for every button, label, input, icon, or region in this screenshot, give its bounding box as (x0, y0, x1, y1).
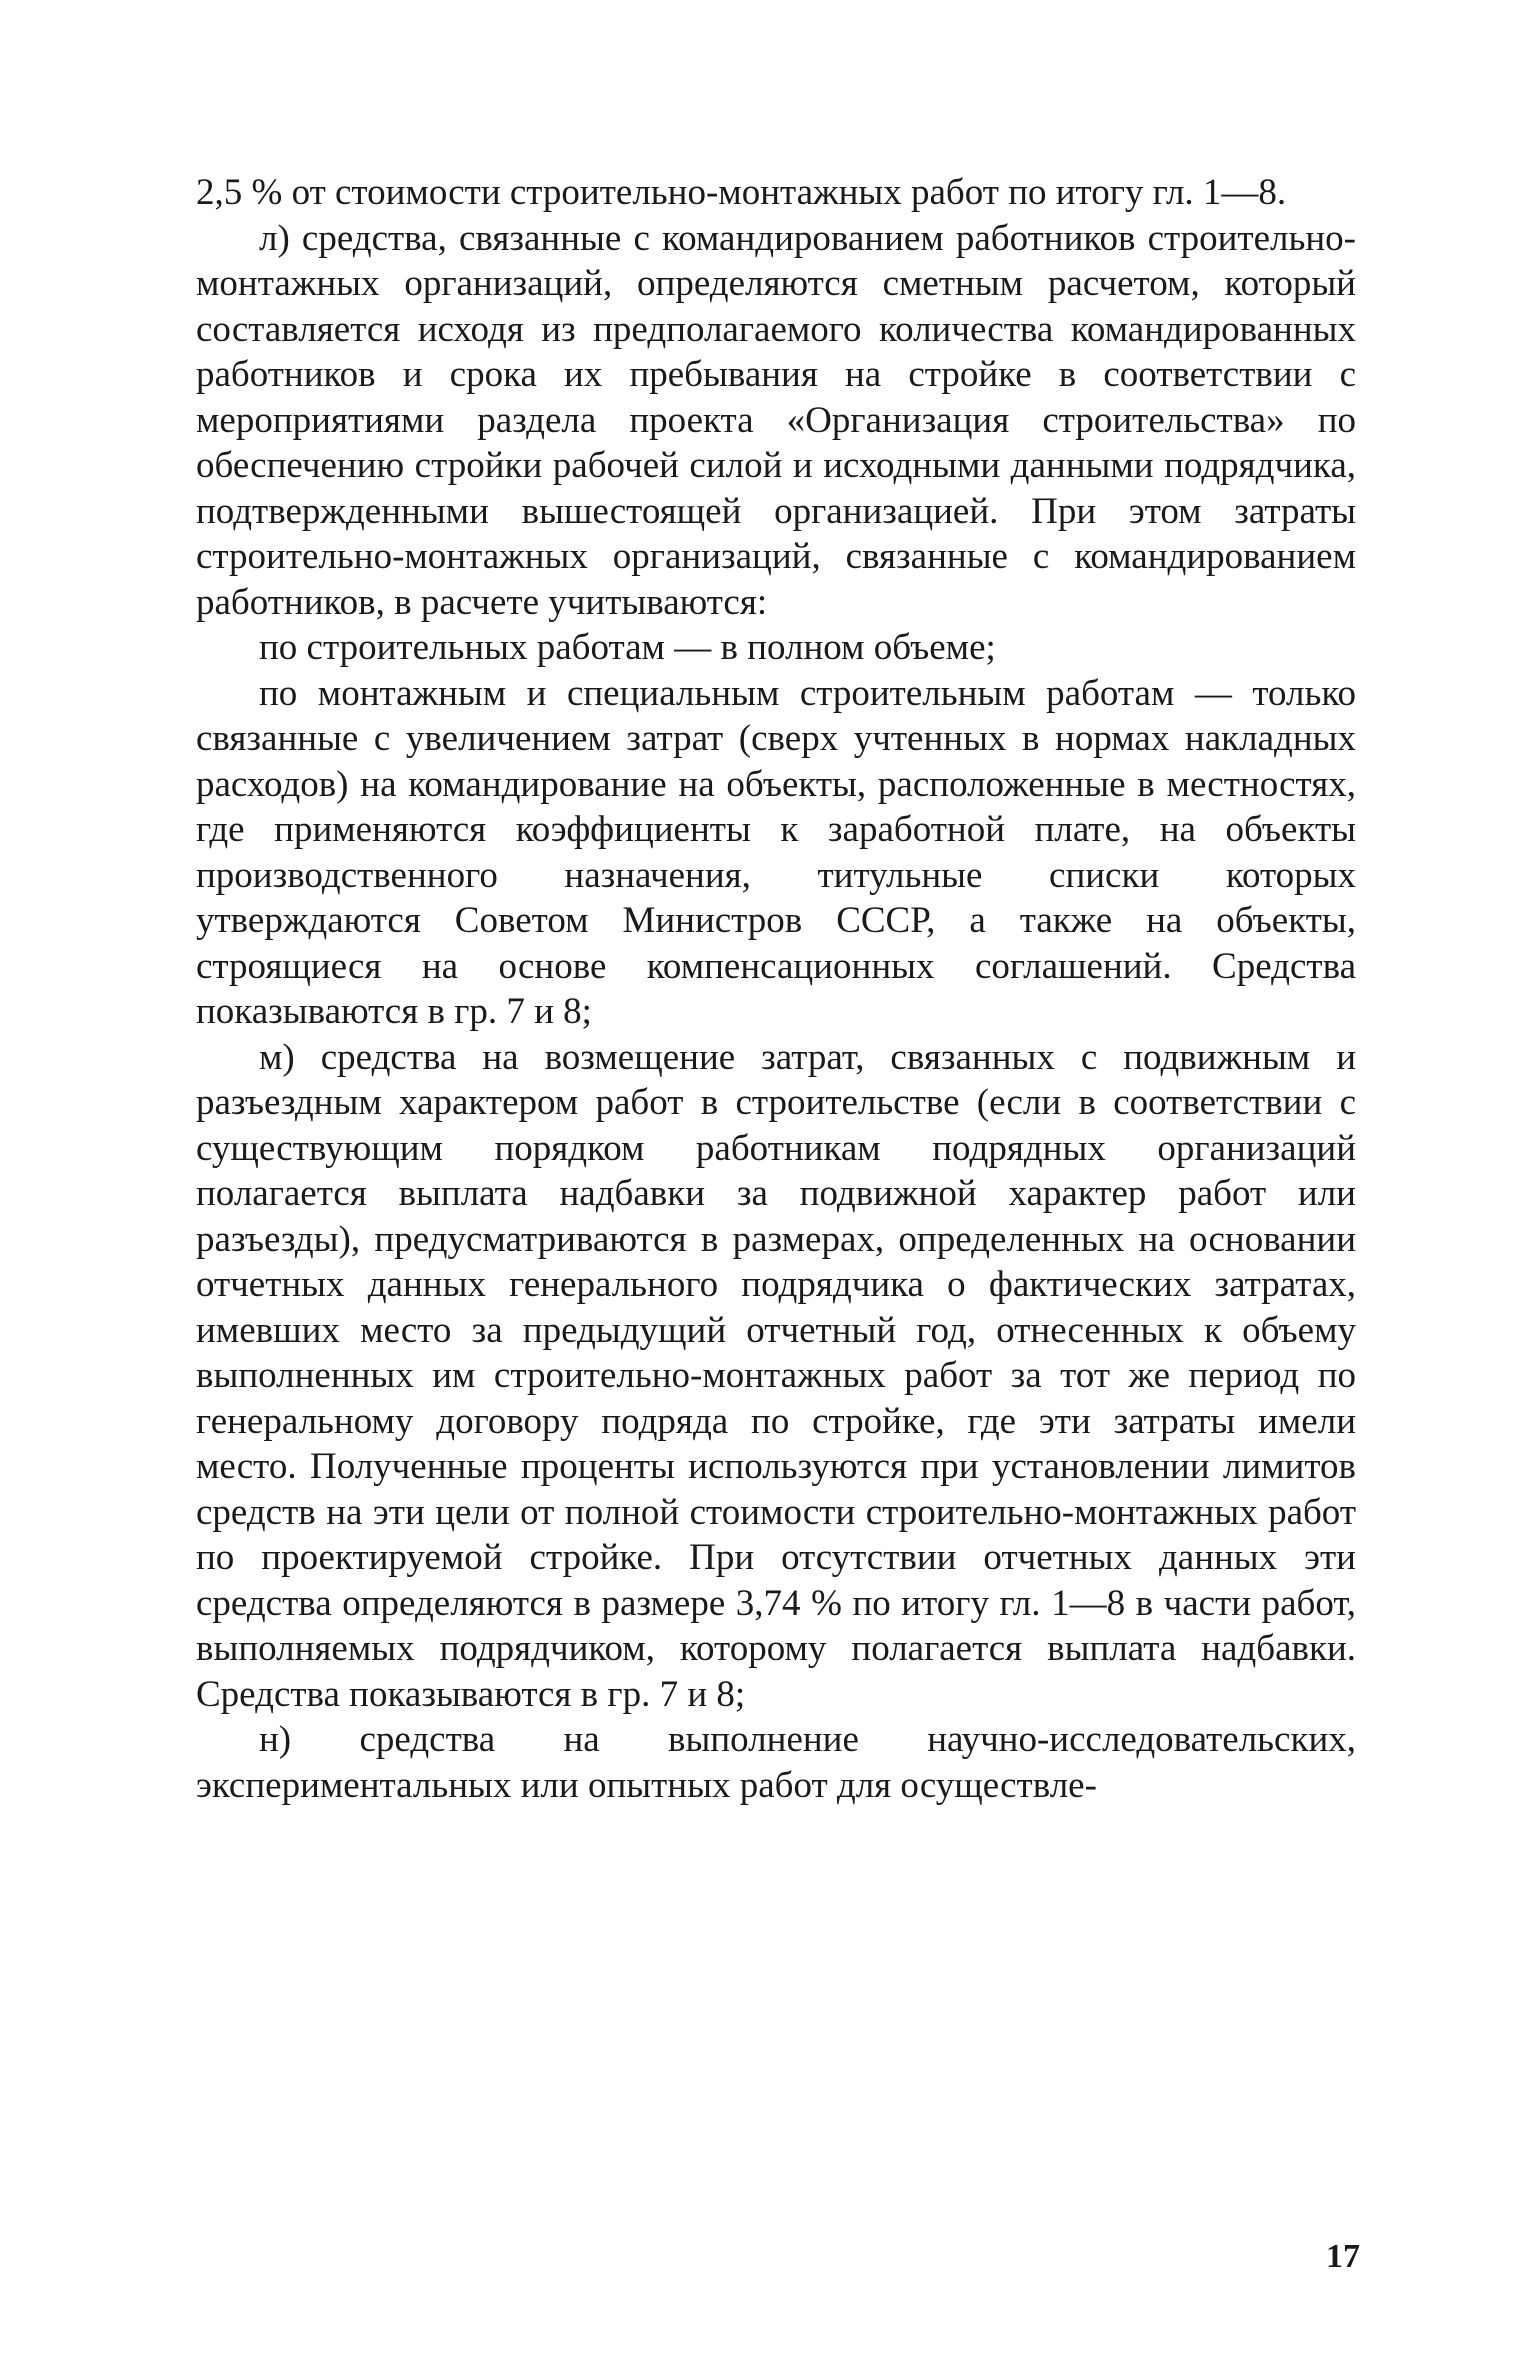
paragraph-item-m: м) средства на возмещение затрат, связанных с подвижным и разъездным характером работ в строительстве (если в соответствии с существующим порядком работникам подрядных организаций полагается выплата надбавки за подвижной характер работ или разъезды), предусматриваются в размерах, определенных на основании отчетных данных генерального подрядчика о фактических затратах, имевших место за предыдущий отчетный год, отнесенных к объему выполненных им строительно-монтажных работ за тот же период по генеральному договору подряда по стройке, где эти затраты имели место. Полученные проценты используются при установлении лимитов средств на эти цели от полной стоимости строительно-монтажных работ по проектируемой стройке. При отсутствии отчетных данных эти средства определяются в размере 3,74 % по итогу гл. 1—8 в части работ, выполняемых подрядчиком, которому полагается выплата надбавки. Средства показываются в гр. 7 и 8; (196, 1036, 1356, 1715)
paragraph-installation-works: по монтажным и специальным строительным работам — только связанные с увеличением затрат (сверх учтенных в нормах накладных расходов) на командирование на объекты, расположенные в местностях, где применяются коэффициенты к заработной плате, на объекты производственного назначения, титульные списки которых утверждаются Советом Министров СССР, а также на объекты, строящиеся на основе компенсационных соглашений. Средства показываются в гр. 7 и 8; (196, 672, 1356, 1032)
paragraph-item-l: л) средства, связанные с командированием работников строительно-монтажных организаций, определяются сметным расчетом, который составляется исходя из предполагаемого количества командированных работников и срока их пребывания на стройке в соответствии с мероприятиями раздела проекта «Организация строительства» по обеспечению стройки рабочей силой и исходными данными подрядчика, подтвержденными вышестоящей организацией. При этом затраты строительно-монтажных организаций, связанные с командированием работников, в расчете учитываются: (196, 217, 1356, 623)
page-body (196, 170, 1356, 1808)
paragraph-building-works: по строительных работам — в полном объеме; (259, 627, 996, 668)
paragraph-continuation: 2,5 % от стоимости строительно-монтажных работ по итогу гл. 1—8. (196, 172, 1287, 213)
paragraph-item-n: н) средства на выполнение научно-исследовательских, экспериментальных или опытных работ для осуществле- (196, 1719, 1356, 1806)
page-number: 17 (1326, 2238, 1360, 2275)
